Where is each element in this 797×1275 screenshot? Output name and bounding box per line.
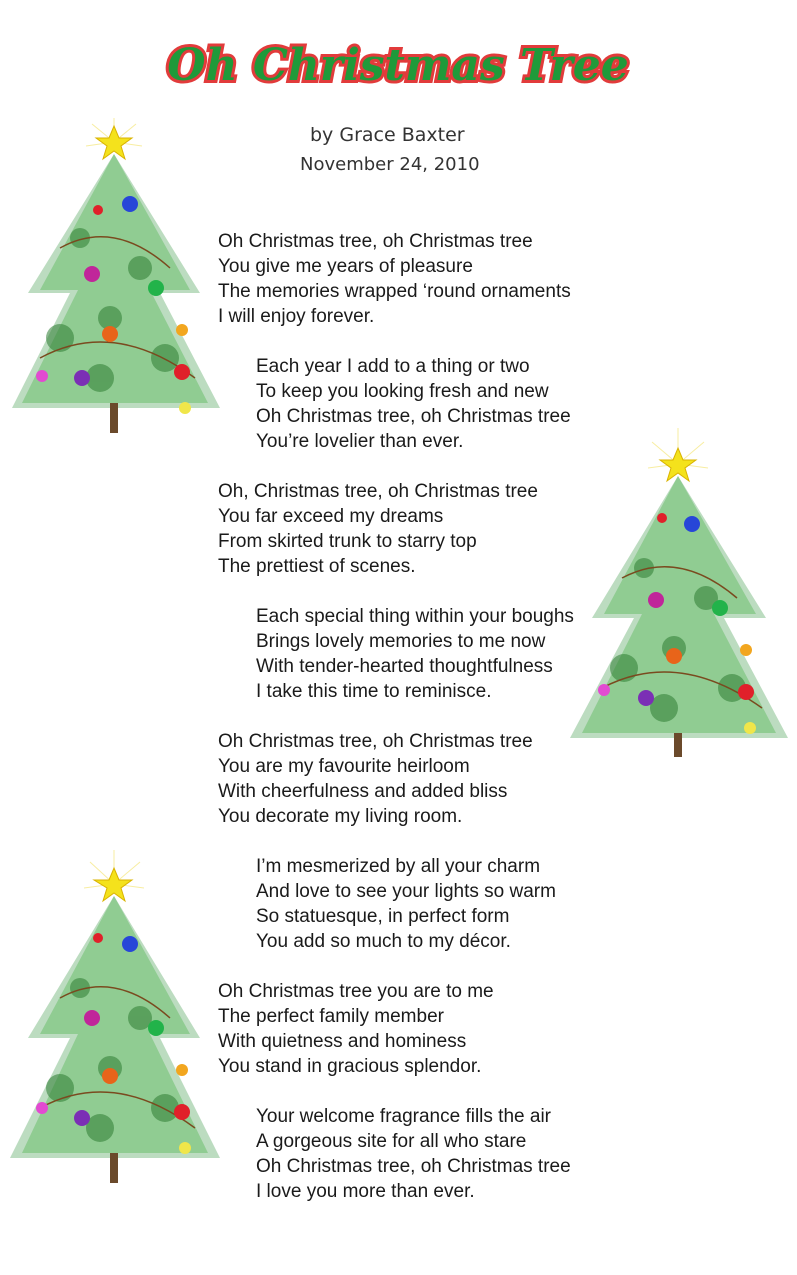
poem-line: From skirted trunk to starry top — [218, 531, 477, 552]
poem-line: Your welcome fragrance fills the air — [256, 1106, 551, 1127]
poem-line: You far exceed my dreams — [218, 506, 444, 527]
poem-line: I love you more than ever. — [256, 1181, 475, 1202]
stanza — [218, 354, 574, 454]
poem-line: With quietness and hominess — [218, 1031, 467, 1052]
poem-line: Oh Christmas tree, oh Christmas tree — [256, 406, 571, 427]
stanza — [218, 729, 574, 829]
page-title: Oh Christmas Tree — [167, 40, 629, 91]
poem-line: Oh, Christmas tree, oh Christmas tree — [218, 481, 538, 502]
poem-line: And love to see your lights so warm — [256, 881, 556, 902]
stanza — [218, 854, 574, 954]
poem-line: Oh Christmas tree, oh Christmas tree — [218, 731, 533, 752]
poem-line: Brings lovely memories to me now — [256, 631, 546, 652]
stanza — [218, 1104, 574, 1204]
stanza — [218, 229, 574, 329]
title-wordart — [0, 30, 797, 100]
poem-line: You stand in gracious splendor. — [218, 1056, 482, 1077]
stanza — [218, 479, 574, 579]
christmas-tree-icon — [562, 418, 797, 758]
star-icon — [84, 850, 144, 901]
poem-line: You give me years of pleasure — [218, 256, 473, 277]
stanza — [218, 604, 574, 704]
stanza — [218, 979, 574, 1079]
christmas-tree-icon — [0, 118, 225, 448]
poem-line: With cheerfulness and added bliss — [218, 781, 508, 802]
poem-line: The prettiest of scenes. — [218, 556, 416, 577]
poem-line: To keep you looking fresh and new — [256, 381, 549, 402]
poem-line: You’re lovelier than ever. — [256, 431, 464, 452]
poem — [218, 229, 574, 1229]
poem-line: Each special thing within your boughs — [256, 606, 574, 627]
poem-line: The perfect family member — [218, 1006, 444, 1027]
poem-line: I will enjoy forever. — [218, 306, 375, 327]
poem-line: The memories wrapped ‘round ornaments — [218, 281, 571, 302]
poem-line: You decorate my living room. — [218, 806, 463, 827]
poem-line: So statuesque, in perfect form — [256, 906, 510, 927]
poem-line: Oh Christmas tree, oh Christmas tree — [218, 231, 533, 252]
poem-line: You are my favourite heirloom — [218, 756, 470, 777]
poem-line: I take this time to reminisce. — [256, 681, 492, 702]
poem-line: With tender-hearted thoughtfulness — [256, 656, 553, 677]
author: by Grace Baxter — [310, 124, 465, 146]
poem-line: Oh Christmas tree you are to me — [218, 981, 494, 1002]
star-icon — [86, 118, 142, 159]
poem-line: Each year I add to a thing or two — [256, 356, 530, 377]
star-icon — [648, 428, 708, 481]
poem-line: Oh Christmas tree, oh Christmas tree — [256, 1156, 571, 1177]
poem-line: I’m mesmerized by all your charm — [256, 856, 541, 877]
poem-line: A gorgeous site for all who stare — [256, 1131, 527, 1152]
christmas-tree-icon — [0, 838, 225, 1188]
publish-date: November 24, 2010 — [300, 154, 480, 175]
poem-line: You add so much to my décor. — [256, 931, 511, 952]
